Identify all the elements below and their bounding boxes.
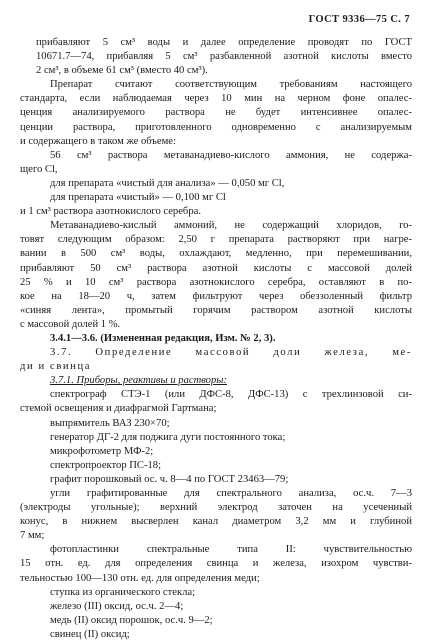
- text-line: 7 мм;: [20, 530, 45, 542]
- text-line: микрофотометр МФ-2;: [50, 445, 154, 457]
- text-line: товят следующим образом: 2,50 г препарата растворяют при нагре-: [20, 234, 412, 246]
- document-body: [20, 36, 412, 642]
- page-header: ГОСТ 9336—75 С. 7: [308, 14, 410, 25]
- text-line: генератор ДГ-2 для поджига дуги постоянного тока;: [50, 431, 286, 443]
- text-line: ди и свинца: [20, 361, 92, 373]
- text-line: и 1 см³ раствора азотнокислого серебра.: [20, 206, 201, 218]
- text-line: выпрямитель ВАЗ 230×70;: [50, 417, 170, 429]
- text-line: стандарта, если наблюдаемая через 10 мин на черном фоне опалес-: [20, 93, 412, 105]
- text-line: прибавляют 5 см³ воды и далее определение проводят по ГОСТ: [36, 37, 412, 48]
- text-line: фотопластинки спектральные типа II: чувствительностью: [50, 544, 412, 556]
- text-line: прибавляют 50 см³ раствора азотной кислоты с массовой долей: [20, 262, 412, 274]
- text-line: кое на 18—20 ч, затем фильтруют через обеззоленный фильтр: [20, 290, 412, 302]
- text-line: «синяя лента», промытый горячим раствором азотной кислоты: [20, 304, 412, 316]
- text-line: 3.7.1. Приборы, реактивы и растворы:: [50, 375, 227, 387]
- text-line: (электроды угольные); верхний электрод заточен на усеченный: [20, 502, 412, 514]
- text-line: железо (III) оксид, ос.ч. 2—4;: [50, 600, 184, 612]
- text-line: 15 отн. ед. для определения свинца и железа, изохром чувстви-: [20, 558, 412, 570]
- text-line: для препарата «чистый» — 0,100 мг Cl: [50, 192, 226, 204]
- text-line: медь (II) оксид порошок, ос.ч. 9—2;: [50, 614, 213, 626]
- text-line: щего Cl,: [20, 163, 58, 175]
- text-line: Препарат считают соответствующим требованиям настоящего: [50, 79, 412, 91]
- text-line: и содержащего в таком же объеме:: [20, 135, 176, 147]
- text-line: свинец (II) оксид;: [50, 628, 130, 640]
- text-line: конус, в нижнем высверлен канал диаметром 3,2 мм и глубиной: [20, 516, 412, 528]
- text-line: Метаванадиево-кислый аммоний, не содержащий хлоридов, го-: [50, 220, 412, 232]
- text-line: с массовой долей 1 %.: [20, 318, 121, 330]
- text-line: спектрограф СТЭ-1 (или ДФС-8, ДФС-13) с трехлинзовой си-: [50, 389, 412, 401]
- text-line: 25 % и 10 см³ раствора азотнокислого серебра, оставляют в по-: [20, 276, 412, 288]
- text-line: угли графитированные для спектрального анализа, ос.ч. 7—3: [50, 488, 412, 499]
- text-line: стемой освещения и диафрагмой Гартмана;: [20, 403, 217, 415]
- text-line: ценции раствора, приготовленного одновременно с анализируемым: [20, 121, 412, 133]
- text-line: 56 см³ раствора метаванадиево-кислого аммония, не содержа-: [50, 149, 412, 161]
- text-line: графит порошковый ос. ч. 8—4 по ГОСТ 23463—79;: [50, 473, 289, 485]
- text-line: 10671.7—74, прибавляя 5 см³ разбавленной азотной кислоты вместо: [36, 51, 412, 63]
- text-line: для препарата «чистый для анализа» — 0,050 мг Cl,: [50, 177, 285, 189]
- text-line: 2 см³, в объеме 61 см³ (вместо 40 см³).: [36, 65, 208, 77]
- text-line: ценция анализируемого раствора не будет интенсивнее опалес-: [20, 107, 412, 119]
- text-line: 3.4.1—3.6. (Измененная редакция, Изм. № 2, 3).: [50, 332, 276, 344]
- text-line: вании в 500 см³ воды, охлаждают, медленно, при перемешивании,: [20, 248, 412, 260]
- text-line: тельностью 100—130 отн. ед. для определения меди;: [20, 572, 260, 584]
- text-line: спектропроектор ПС-18;: [50, 459, 162, 471]
- text-line: 3.7. Определение массовой доли железа, ме-: [50, 347, 412, 359]
- text-line: ступка из органического стекла;: [50, 586, 196, 598]
